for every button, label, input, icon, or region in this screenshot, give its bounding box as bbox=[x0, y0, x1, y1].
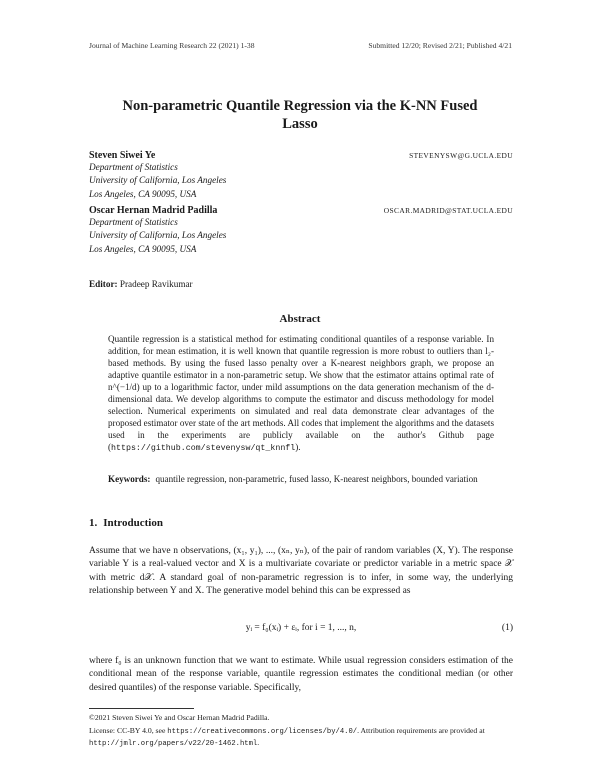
license-text: License: CC-BY 4.0, see bbox=[89, 726, 168, 735]
attribution-link[interactable]: http://jmlr.org/papers/v22/20-1462.html bbox=[89, 739, 258, 748]
intro-paragraph-1: Assume that we have n observations, (x₁, y₁), ..., (xₙ, yₙ), of the pair of random variables (X, Y). The response variable Y is a real-valued vector and X is a multivariate covariate or predictor variable in a metric space 𝒳 with metric d𝒳. A standard goal of non-parametric regression is to infer, in some way, the underlying relationship between Y and X. The generative model behind this can be expressed as bbox=[89, 546, 513, 596]
equation-number: (1) bbox=[501, 623, 513, 633]
author-name: Steven Siwei Ye bbox=[89, 150, 156, 161]
license-notice bbox=[89, 726, 513, 749]
abstract-end: ). bbox=[295, 442, 301, 453]
running-header-dates: Submitted 12/20; Revised 2/21; Published 4/21 bbox=[368, 41, 512, 50]
title-line-1: Non-parametric Quantile Regression via the K-NN Fused bbox=[122, 98, 478, 114]
copyright-notice: ©2021 Steven Siwei Ye and Oscar Hernan Madrid Padilla. bbox=[89, 713, 270, 722]
equation-formula: yᵢ = f₀(xᵢ) + εᵢ, for i = 1, ..., n, bbox=[245, 623, 357, 633]
running-header-journal: Journal of Machine Learning Research 22 (2021) 1-38 bbox=[89, 41, 255, 50]
license-link[interactable]: https://creativecommons.org/licenses/by/4.0/ bbox=[167, 728, 358, 736]
editor-name: Pradeep Ravikumar bbox=[119, 279, 193, 289]
keywords-label: Keywords: bbox=[108, 474, 151, 484]
abstract-heading: Abstract bbox=[279, 313, 321, 325]
editor-label: Editor: bbox=[89, 279, 118, 289]
abstract-text bbox=[108, 333, 494, 455]
section-heading-introduction bbox=[89, 517, 169, 529]
author-block-1 bbox=[89, 150, 513, 201]
author-name: Oscar Hernan Madrid Padilla bbox=[89, 205, 218, 216]
keywords bbox=[108, 473, 494, 485]
abstract-body: Quantile regression is a statistical method for estimating conditional quantiles of a response variable. In addition, for mean estimation, it is well known that quantile regression is more robust to outliers than l₂-based methods. By using the fused lasso penalty over a K-nearest neighbors graph, we propose an adaptive quantile estimator in a non-parametric setup. We show that the estimator attains optimal rate of n^(−1/d) up to a logarithmic factor, under mild assumptions on the data generation mechanism of the d-dimensional data. We develop algorithms to compute the estimator and discuss methodology for model selection. Numerical experiments on simulated and real data demonstrate clear advantages of the proposed estimator over state of the art methods. All codes that implement the algorithms and the datasets used in the experiments are publicly available on the author's Github page ( bbox=[108, 334, 494, 453]
author-affiliation-address: Los Angeles, CA 90095, USA bbox=[89, 243, 197, 254]
editor-line bbox=[89, 279, 193, 289]
author-affiliation-address: Los Angeles, CA 90095, USA bbox=[89, 188, 197, 199]
author-email: OSCAR.MADRID@STAT.UCLA.EDU bbox=[383, 206, 513, 215]
license-text-3: . bbox=[257, 737, 260, 747]
section-number: 1. bbox=[89, 517, 98, 529]
license-text-2: . Attribution requirements are provided at bbox=[357, 726, 485, 735]
section-title: Introduction bbox=[103, 517, 163, 529]
author-affiliation-dept: Department of Statistics bbox=[89, 217, 178, 227]
equation-1 bbox=[89, 623, 513, 637]
author-affiliation-univ: University of California, Los Angeles bbox=[89, 230, 227, 241]
title-line-2: Lasso bbox=[282, 116, 318, 132]
paper-title bbox=[80, 97, 520, 133]
footnote-rule bbox=[89, 708, 194, 709]
author-block-2 bbox=[89, 205, 513, 256]
author-email: STEVENYSW@G.UCLA.EDU bbox=[409, 151, 513, 160]
author-affiliation-univ: University of California, Los Angeles bbox=[89, 175, 227, 186]
author-affiliation-dept: Department of Statistics bbox=[89, 162, 178, 172]
intro-paragraph-2: where f₀ is an unknown function that we want to estimate. While usual regression considers estimation of the conditional mean of the response variable, quantile regression estimates the conditional median (or other desired quantiles) of the response variable. Specifically, bbox=[89, 656, 513, 693]
github-link[interactable]: https://github.com/stevenysw/qt_knnfl bbox=[111, 444, 296, 454]
keywords-text: quantile regression, non-parametric, fused lasso, K-nearest neighbors, bounded variation bbox=[155, 474, 478, 484]
